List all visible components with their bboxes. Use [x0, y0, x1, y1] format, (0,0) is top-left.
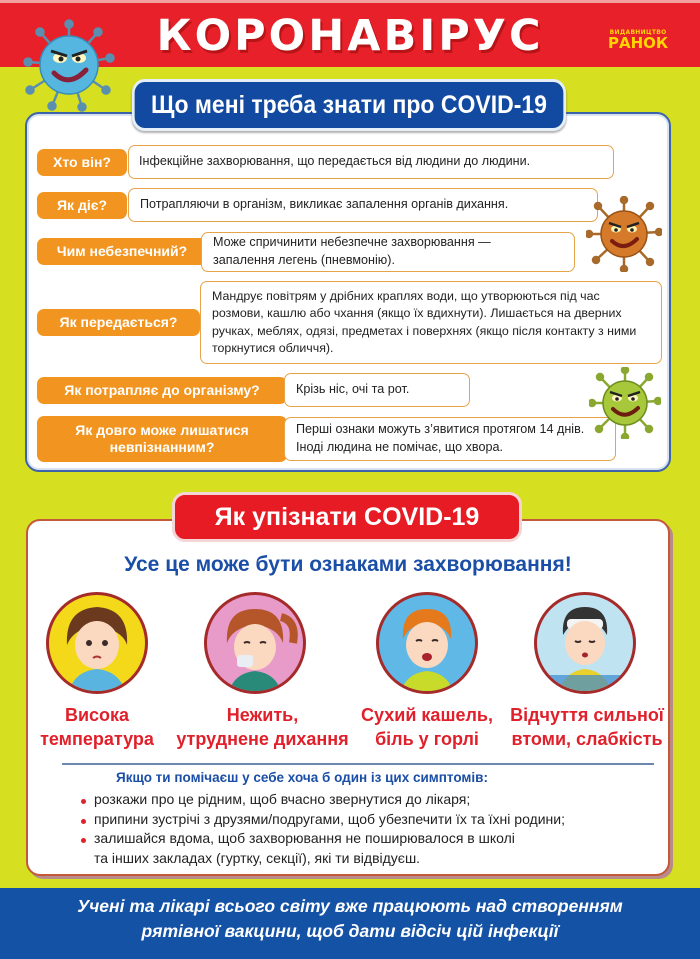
symptom-label-line: Відчуття сильної [510, 705, 664, 725]
footer-line: Учені та лікарі всього світу вже працюють над створенням [77, 896, 623, 916]
symptom-image-runny-nose [204, 592, 306, 694]
section-title-facts: Що мені треба знати про COVID-19 [132, 79, 566, 131]
page-title: КОРОНАВІРУС [156, 11, 544, 61]
symptoms-subtitle: Усе це може бути ознаками захворювання! [124, 553, 572, 576]
question-label-who: Хто він? [37, 149, 127, 176]
symptom-label-line: утруднене дихання [176, 729, 349, 750]
virus-mascot-orange-icon [586, 196, 662, 272]
answer-transmission: Мандрує повітрям у дрібних краплях води, що утворюються під час розмови, кашлю або чхання (якщо їх вдихнути). Лишається на дверних ручках, меблях, одязі, предметах і поверхнях (якщо після контакту з ними торкнутися обличчя). [200, 281, 662, 364]
symptom-label-line: Висока [64, 705, 130, 725]
answer-danger: Може спричинити небезпечне захворювання — запалення легень (пневмонію). [201, 232, 575, 272]
virus-mascot-green-icon [589, 367, 661, 439]
question-label-entry: Як потрапляє до організму? [37, 377, 287, 404]
advice-item: розкажи про це рідним, щоб вчасно звернутися до лікаря; [80, 790, 565, 810]
publisher-name: РАНОК [608, 34, 669, 52]
publisher-logo [608, 30, 668, 51]
symptom-label-line: втоми, слабкість [511, 729, 663, 750]
symptom-label-fatigue [502, 703, 672, 752]
symptom-image-cough [376, 592, 478, 694]
symptom-label-line: біль у горлі [375, 729, 479, 750]
symptom-label-line: Нежить, [226, 705, 299, 725]
symptom-label-runny-nose [175, 703, 350, 752]
advice-divider [62, 763, 654, 765]
advice-list [80, 790, 565, 868]
question-label-how-acts: Як діє? [37, 192, 127, 219]
advice-item-continuation: та інших закладах (гуртку, секції), які ти відвідуєш. [94, 849, 421, 866]
child-coughing-icon [379, 595, 475, 691]
question-label-danger: Чим небезпечний? [37, 238, 207, 265]
advice-item: залишайся вдома, щоб захворювання не поширювалося в школі [80, 829, 565, 849]
answer-entry: Крізь ніс, очі та рот. [284, 373, 470, 407]
advice-item: припини зустрічі з друзями/подругами, щоб убезпечити їх та їхні родини; [80, 810, 565, 830]
symptom-image-fatigue [534, 592, 636, 694]
answer-who: Інфекційне захворювання, що передається від людини до людини. [128, 145, 614, 179]
section-title-symptoms: Як упізнати COVID-19 [172, 492, 522, 542]
advice-heading: Якщо ти помічаєш у себе хоча б один із цих симптомів: [116, 770, 488, 785]
symptom-label-line: Сухий кашель, [361, 705, 493, 725]
footer-banner [0, 888, 700, 959]
child-tired-icon [537, 595, 633, 691]
child-sneezing-icon [207, 595, 303, 691]
symptom-label-cough [347, 703, 507, 752]
answer-incubation: Перші ознаки можуть з’явитися протягом 14 днів. Іноді людина не помічає, що хвора. [284, 417, 616, 461]
symptom-image-fever [46, 592, 148, 694]
footer-line: рятівної вакцини, щоб дати відсіч цій інфекції [141, 921, 559, 942]
answer-how-acts: Потрапляючи в організм, викликає запалення органів дихання. [128, 188, 598, 222]
question-label-transmission: Як передається? [37, 309, 200, 336]
symptom-label-fever [17, 703, 177, 752]
virus-mascot-blue-icon [22, 18, 116, 112]
child-fever-icon [49, 595, 145, 691]
publisher-small-label: ВИДАВНИЦТВО [609, 29, 667, 36]
symptom-label-line: температура [40, 729, 154, 750]
question-label-incubation: Як довго може лишатися невпізнанним? [37, 416, 287, 462]
